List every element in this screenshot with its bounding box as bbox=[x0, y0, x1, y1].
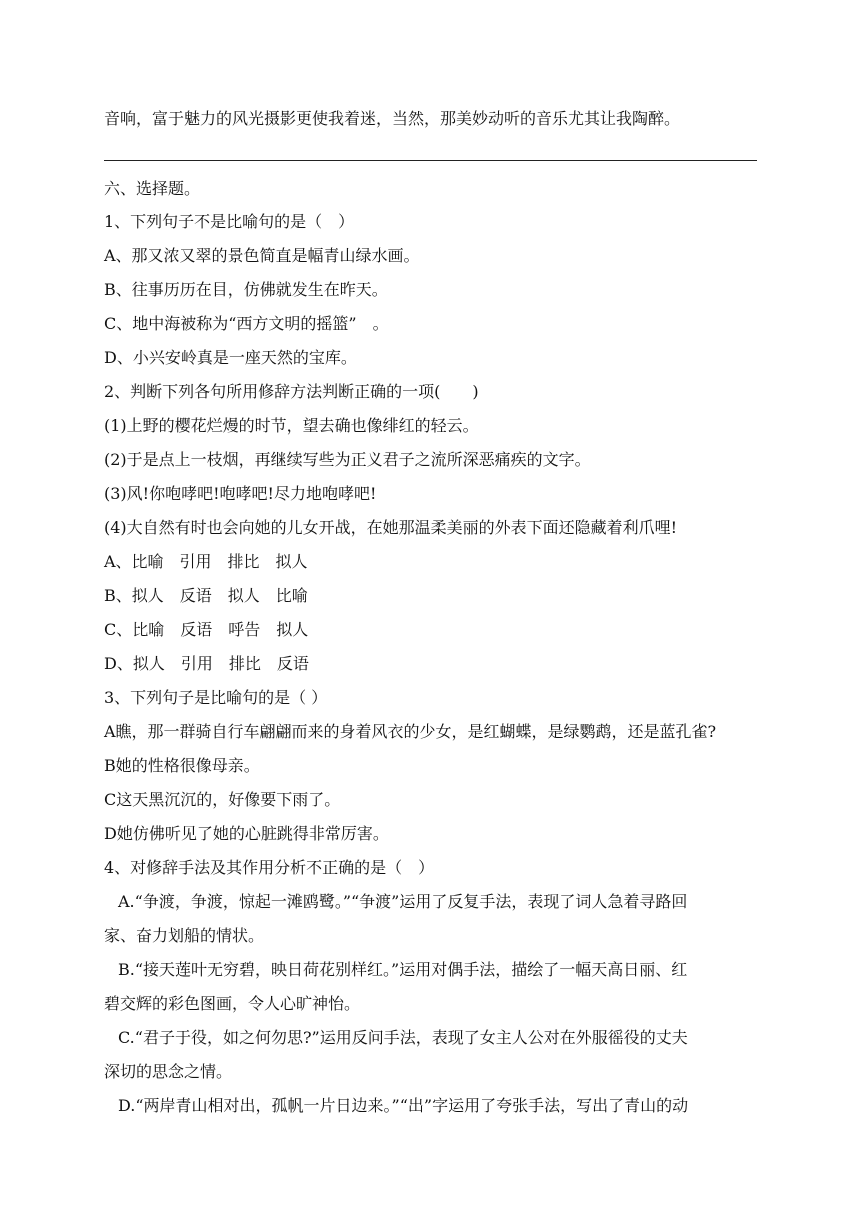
question-1-stem: 1、下列句子不是比喻句的是（ ） bbox=[104, 212, 355, 231]
question-3-stem: 3、下列句子是比喻句的是（ ） bbox=[104, 688, 328, 707]
question-1-option-b: B、往事历历在目，仿佛就发生在昨天。 bbox=[104, 280, 388, 299]
question-4-option-b-line-2: 碧交辉的彩色图画，令人心旷神怡。 bbox=[104, 994, 361, 1013]
question-1-option-a: A、那又浓又翠的景色简直是幅青山绿水画。 bbox=[104, 246, 420, 265]
question-2-option-c: C、比喻 反语 呼告 拟人 bbox=[104, 620, 309, 639]
question-2-sentence-2: (2)于是点上一枝烟，再继续写些为正义君子之流所深恶痛疾的文字。 bbox=[104, 450, 591, 469]
question-3-option-c: C这天黑沉沉的，好像要下雨了。 bbox=[104, 790, 341, 809]
question-2-sentence-1: (1)上野的樱花烂熳的时节，望去确也像绯红的轻云。 bbox=[104, 416, 479, 435]
question-3-option-b: B她的性格很像母亲。 bbox=[104, 756, 260, 775]
question-2-option-a: A、比喻 引用 排比 拟人 bbox=[104, 552, 308, 571]
question-4-option-d-line-1: D.“两岸青山相对出，孤帆一片日边来。”“出”字运用了夸张手法，写出了青山的动 bbox=[118, 1096, 689, 1115]
question-4-option-c-line-1: C.“君子于役，如之何勿思?”运用反问手法，表现了女主人公对在外服徭役的丈夫 bbox=[118, 1028, 688, 1047]
question-4-option-c-line-2: 深切的思念之情。 bbox=[104, 1062, 233, 1081]
question-3-option-a: A瞧，那一群骑自行车翩翩而来的身着风衣的少女，是红蝴蝶，是绿鹦鹉，还是蓝孔雀? bbox=[104, 722, 717, 741]
question-4-stem: 4、对修辞手法及其作用分析不正确的是（ ） bbox=[104, 858, 435, 877]
horizontal-divider bbox=[104, 160, 757, 161]
question-2-option-d: D、拟人 引用 排比 反语 bbox=[104, 654, 309, 673]
question-2-stem: 2、判断下列各句所用修辞方法判断正确的一项( ) bbox=[104, 382, 479, 401]
question-1-option-d: D、小兴安岭真是一座天然的宝库。 bbox=[104, 348, 357, 367]
question-3-option-d: D她仿佛听见了她的心脏跳得非常厉害。 bbox=[104, 824, 389, 843]
question-2-sentence-4: (4)大自然有时也会向她的儿女开战，在她那温柔美丽的外表下面还隐藏着利爪哩! bbox=[104, 518, 678, 537]
section-title: 六、选择题。 bbox=[104, 179, 201, 198]
question-2-sentence-3: (3)风!你咆哮吧!咆哮吧!尽力地咆哮吧! bbox=[104, 484, 377, 503]
question-4-option-b-line-1: B.“接天莲叶无穷碧，映日荷花别样红。”运用对偶手法，描绘了一幅天高日丽、红 bbox=[118, 960, 688, 979]
question-4-option-a-line-1: A.“争渡，争渡，惊起一滩鸥鹭。”“争渡”运用了反复手法，表现了词人急着寻路回 bbox=[118, 892, 688, 911]
question-1-option-c: C、地中海被称为“西方文明的摇篮” 。 bbox=[104, 314, 389, 333]
intro-line: 音响，富于魅力的风光摄影更使我着迷，当然，那美妙动听的音乐尤其让我陶醉。 bbox=[104, 109, 681, 128]
question-2-option-b: B、拟人 反语 拟人 比喻 bbox=[104, 586, 308, 605]
question-4-option-a-line-2: 家、奋力划船的情状。 bbox=[104, 926, 265, 945]
